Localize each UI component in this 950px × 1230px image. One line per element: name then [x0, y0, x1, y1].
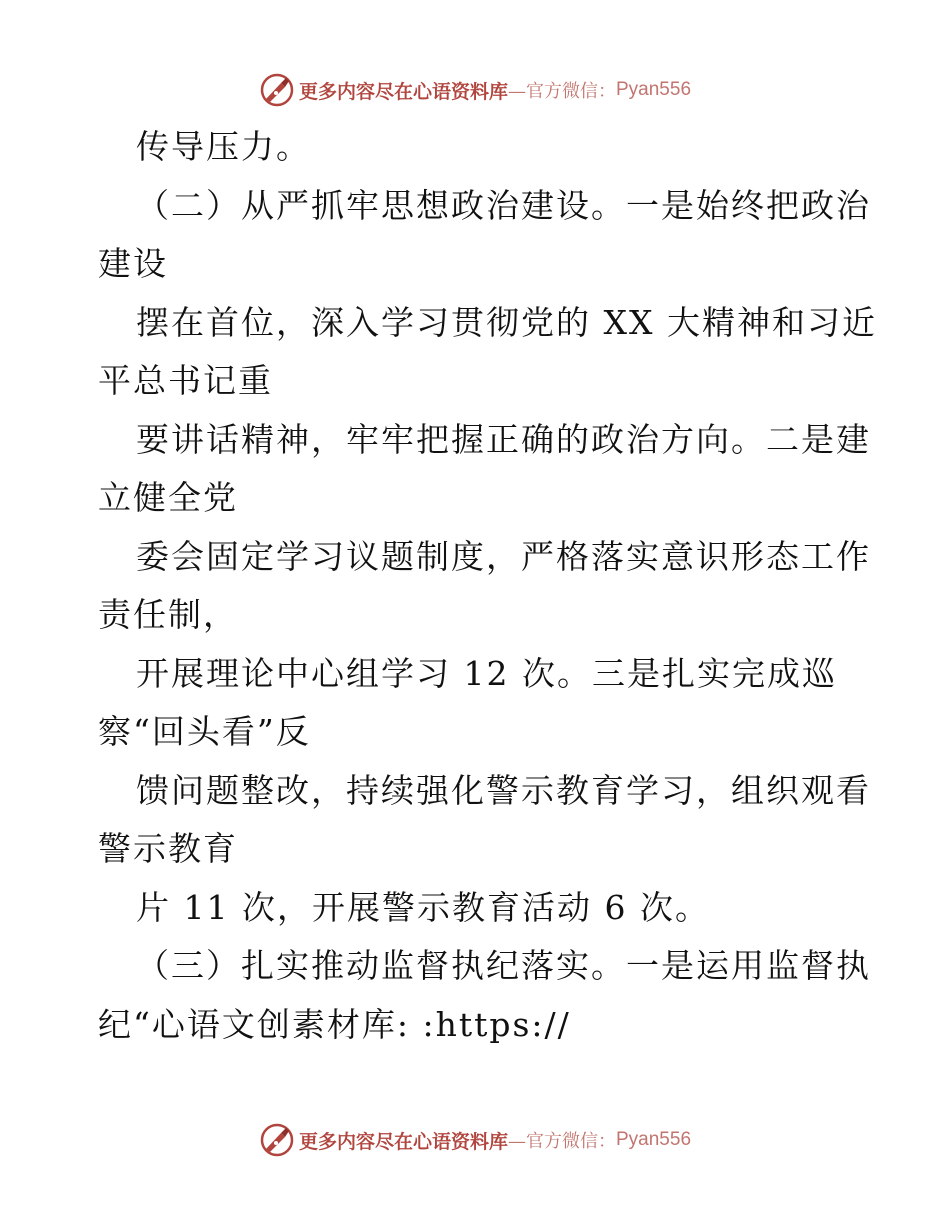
banner-wechat-id: Pyan556 — [616, 79, 692, 100]
paragraph-line: 建设 — [98, 244, 168, 283]
paragraph-line: 立健全党 — [98, 478, 238, 517]
paragraph-line: （二）从严抓牢思想政治建设。一是始终把政治 — [136, 185, 871, 225]
paragraph-line: （三）扎实推动监督执纪落实。一是运用监督执 — [136, 946, 871, 985]
paragraph-line: 传导压力。 — [136, 127, 311, 166]
paragraph-line: 摆在首位，深入学习贯彻党的 XX 大精神和习近 — [136, 302, 877, 342]
paragraph-line: 责任制， — [98, 595, 238, 634]
banner-brand-text: 更多内容尽在心语资料库 — [298, 1130, 508, 1153]
footer-banner — [0, 1120, 950, 1160]
banner-wechat-id: Pyan556 — [616, 1129, 692, 1150]
paragraph-line: 察“回头看”反 — [98, 712, 311, 751]
paragraph-line: 平总书记重 — [98, 361, 273, 400]
paragraph-line: 要讲话精神，牢牢把握正确的政治方向。二是建 — [136, 419, 871, 459]
pen-nib-logo-icon — [259, 72, 295, 108]
banner-official-text: —官方微信： — [508, 81, 616, 102]
paragraph-line: 馈问题整改，持续强化警示教育学习，组织观看 — [136, 770, 871, 810]
paragraph-line: 片 11 次，开展警示教育活动 6 次。 — [136, 887, 710, 927]
banner-brand-text: 更多内容尽在心语资料库 — [298, 80, 508, 103]
paragraph-line: 委会固定学习议题制度，严格落实意识形态工作 — [136, 536, 871, 576]
paragraph-line: 纪“心语文创素材库: :https:// — [98, 1004, 571, 1044]
paragraph-line: 开展理论中心组学习 12 次。三是扎实完成巡 — [136, 653, 837, 693]
document-body — [98, 118, 877, 1054]
paragraph-line: 警示教育 — [98, 829, 238, 868]
banner-official-text: —官方微信： — [508, 1131, 616, 1152]
header-banner — [0, 70, 950, 110]
pen-nib-logo-icon — [259, 1122, 295, 1158]
